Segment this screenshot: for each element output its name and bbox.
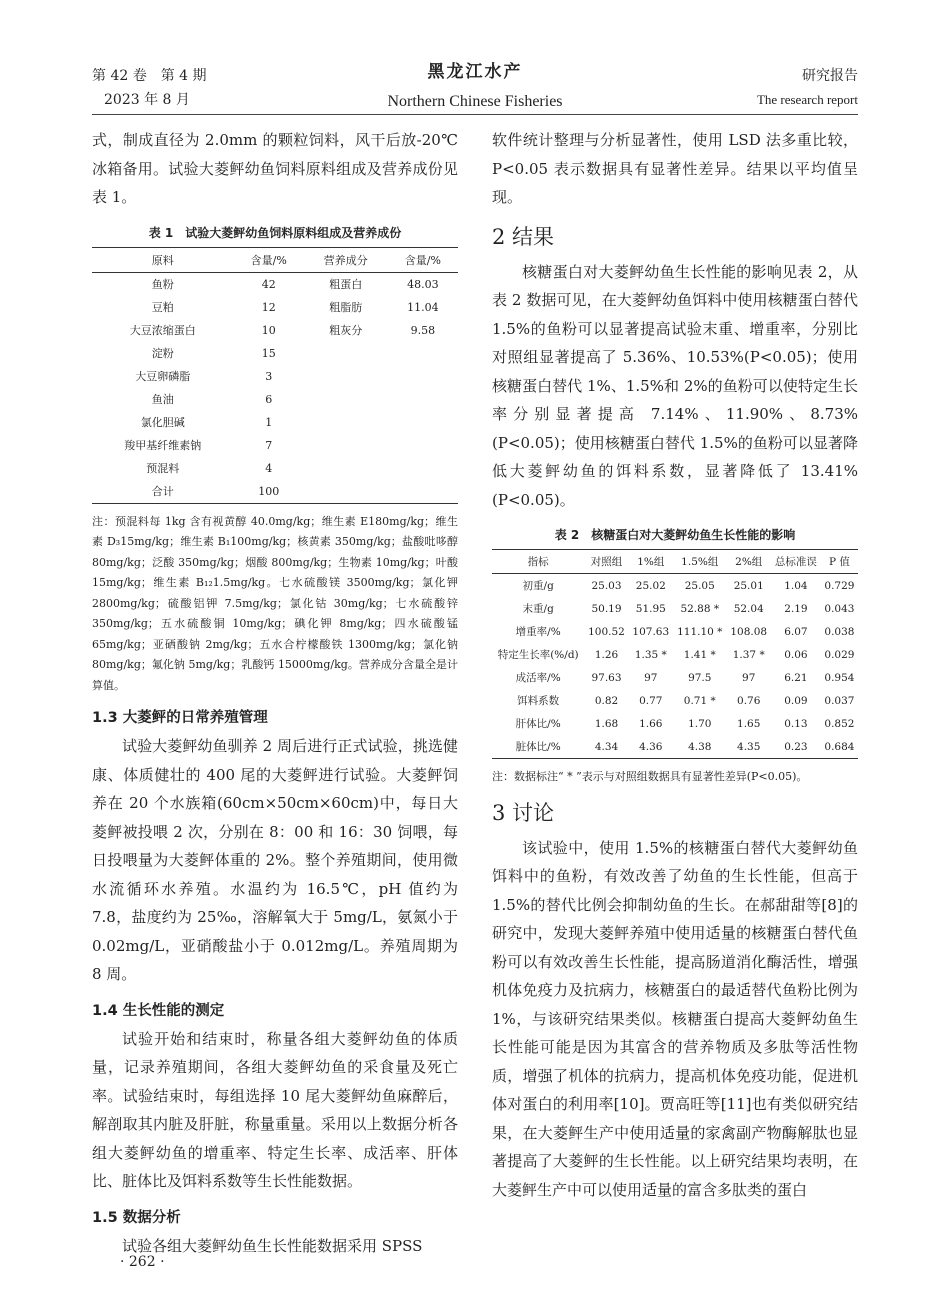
table-cell: 0.23 bbox=[771, 735, 821, 759]
table-cell: 10 bbox=[261, 323, 276, 337]
table-cell: 108.08 bbox=[730, 625, 768, 638]
table2-row bbox=[492, 666, 858, 689]
table2-header: 总标准误 bbox=[771, 550, 821, 574]
analysis-paragraph: 软件统计整理与分析显著性，使用 LSD 法多重比较，P<0.05 表示数据具有显著性差异。结果以平均值呈现。 bbox=[492, 131, 858, 206]
table-cell: 97.5 bbox=[688, 671, 712, 684]
table2 bbox=[492, 549, 858, 759]
table-cell: 肝体比/% bbox=[515, 718, 561, 730]
table-cell: 1.68 bbox=[594, 717, 619, 730]
table-cell: 9.58 bbox=[410, 323, 436, 337]
table-cell: 预混料 bbox=[146, 462, 180, 475]
table-cell: 100 bbox=[234, 480, 304, 504]
table-cell: 4.36 bbox=[629, 735, 673, 759]
table-cell bbox=[304, 388, 388, 411]
table2-header: 指标 bbox=[492, 550, 584, 574]
table2-row bbox=[492, 643, 858, 666]
table1-row bbox=[92, 388, 458, 411]
table-cell: 1.35 * bbox=[634, 648, 667, 661]
section-3-paragraph: 该试验中，使用 1.5%的核糖蛋白替代大菱鲆幼鱼饵料中的鱼粉，有效改善了幼鱼的生长性能，但高于 1.5%的替代比例会抑制幼鱼的生长。在郝甜甜等[8]的研究中，发现大菱鲆养殖中使用适量的核糖蛋白替代鱼粉可以有效改善生长性能，提高肠道消化酶活性，增强机体免疫力及抗病力，核糖蛋白的最适替代鱼粉比例为 1%，与该研究结果类似。核糖蛋白提高大菱鲆幼鱼生长性能可能是因为其富含的营养物质及多肽等活性物质，增强了机体的抗病力，提高机体免疫功能，促进机体对蛋白的利用率[10]。贾高旺等[11]也有类似研究结果，在大菱鲆生产中使用适量的家禽副产物酶解肽也显著提高了大菱鲆的生长性能。以上研究结果均表明，在大菱鲆生产中可以使用适量的富含多肽类的蛋白 bbox=[492, 838, 858, 1199]
table-cell: 0.76 bbox=[737, 694, 761, 707]
table1-row bbox=[92, 457, 458, 480]
table-cell: 100.52 bbox=[588, 625, 625, 638]
table-cell: 羧甲基纤维素钠 bbox=[124, 439, 202, 452]
table-cell: 0.729 bbox=[824, 579, 855, 592]
table-cell: 1.66 bbox=[639, 717, 663, 730]
table1-row bbox=[92, 319, 458, 342]
table-cell: 大豆浓缩蛋白 bbox=[129, 324, 196, 337]
table-cell: 鱼油 bbox=[151, 393, 174, 406]
table1-row bbox=[92, 296, 458, 319]
table-cell bbox=[388, 457, 458, 480]
table-cell: 成活率/% bbox=[515, 672, 561, 684]
table-cell: 合计 bbox=[92, 480, 234, 504]
table-cell bbox=[388, 411, 458, 434]
header-date: 2023 年 8 月 bbox=[104, 92, 190, 108]
table-cell: 0.77 bbox=[639, 694, 663, 707]
table1-header: 营养成分 bbox=[304, 247, 388, 272]
table2-header: 对照组 bbox=[584, 550, 628, 574]
table-cell: 52.88 * bbox=[680, 602, 720, 615]
table-cell bbox=[388, 388, 458, 411]
table1-header: 含量/% bbox=[234, 247, 304, 272]
table2-header: 2%组 bbox=[727, 550, 771, 574]
table-cell bbox=[388, 365, 458, 388]
table-cell bbox=[304, 480, 388, 504]
header-journal bbox=[370, 60, 580, 114]
table-cell: 增重率/% bbox=[515, 626, 561, 638]
table-cell: 0.09 bbox=[784, 694, 808, 707]
table1-header: 含量/% bbox=[388, 247, 458, 272]
table-cell: 48.03 bbox=[407, 277, 439, 291]
table-cell: 1.41 * bbox=[683, 648, 716, 661]
page-number: · 262 · bbox=[120, 1254, 165, 1270]
table-cell: 51.95 bbox=[635, 602, 666, 615]
table2-row bbox=[492, 574, 858, 598]
table2-header: 1.5%组 bbox=[673, 550, 727, 574]
table-cell: 4 bbox=[265, 461, 273, 475]
header-rule bbox=[92, 114, 858, 115]
table-cell: 1.65 bbox=[737, 717, 761, 730]
section-1-5-title: 1.5 数据分析 bbox=[92, 1209, 181, 1226]
table-cell: 鱼粉 bbox=[151, 278, 174, 291]
table-cell: 4.35 bbox=[727, 735, 771, 759]
table-cell: 2.19 bbox=[784, 602, 808, 615]
table-cell: 107.63 bbox=[632, 625, 670, 638]
table-cell: 0.043 bbox=[824, 602, 855, 615]
table2-header: 1%组 bbox=[629, 550, 673, 574]
table-cell: 1.26 bbox=[594, 648, 619, 661]
table-cell bbox=[304, 411, 388, 434]
header-volume: 第 42 卷 第 4 期 bbox=[92, 68, 207, 84]
table-cell: 氯化胆碱 bbox=[140, 416, 185, 429]
table1-note: 注：预混料每 1kg 含有视黄醇 40.0mg/kg；维生素 E180mg/kg；维生素 D₃15mg/kg；维生素 B₁100mg/kg；核黄素 350mg/kg；盐酸吡哆醇 80mg/kg；泛酸 350mg/kg；烟酸 800mg/kg；生物素 10mg/kg；叶酸 15mg/kg；维生素 B₁₂1.5mg/kg。七水硫酸镁 3500mg/kg；氯化钾 2800mg/kg；硫酸铝钾 7.5mg/kg；氯化钴 30mg/kg；七水硫酸锌 350mg/kg；五水硫酸铜 10mg/kg；碘化钾 8mg/kg；四水硫酸锰 65mg/kg；亚硒酸钠 2mg/kg；五水合柠檬酸铁 1300mg/kg；氯化钠 80mg/kg；氟化钠 5mg/kg；乳酸钙 15000mg/kg。营养成分含量全是计算值。 bbox=[92, 514, 458, 692]
table-cell bbox=[388, 342, 458, 365]
table-cell bbox=[304, 365, 388, 388]
table-cell: 脏体比/% bbox=[492, 735, 584, 759]
table-cell: 粗蛋白 bbox=[329, 278, 363, 291]
table-cell: 0.037 bbox=[824, 694, 855, 707]
table2-row bbox=[492, 712, 858, 735]
table-cell: 1.04 bbox=[784, 579, 808, 592]
table1-row bbox=[92, 480, 458, 504]
table-cell: 97.63 bbox=[591, 671, 622, 684]
article-type-en: The research report bbox=[756, 92, 858, 107]
table-cell: 1.70 bbox=[688, 717, 712, 730]
table-cell: 豆粕 bbox=[151, 301, 174, 314]
table-cell: 25.02 bbox=[635, 579, 666, 592]
table1 bbox=[92, 247, 458, 504]
table-cell: 0.954 bbox=[824, 671, 855, 684]
table-cell: 0.029 bbox=[824, 648, 855, 661]
table-cell: 15 bbox=[261, 346, 276, 360]
table1-row bbox=[92, 411, 458, 434]
table-cell: 12 bbox=[261, 300, 276, 314]
table1-header: 原料 bbox=[92, 247, 234, 272]
table2-caption: 表 2 核糖蛋白对大菱鲆幼鱼生长性能的影响 bbox=[554, 528, 796, 542]
table-cell: 粗灰分 bbox=[329, 324, 363, 337]
table-cell: 6.07 bbox=[784, 625, 808, 638]
table-cell: 50.19 bbox=[591, 602, 622, 615]
table-cell: 25.05 bbox=[684, 579, 715, 592]
table-cell: 初重/g bbox=[522, 580, 554, 592]
table-cell: 特定生长率(%/d) bbox=[497, 649, 579, 661]
section-1-3-title: 1.3 大菱鲆的日常养殖管理 bbox=[92, 710, 268, 726]
table-cell bbox=[304, 434, 388, 457]
section-1-3-paragraph: 试验大菱鲆幼鱼驯养 2 周后进行正式试验，挑选健康、体质健壮的 400 尾的大菱鲆进行试验。大菱鲆饲养在 20 个水族箱(60cm×50cm×60cm)中，每日大菱鲆被投喂 2 次，分别在 8：00 和 16：30 饲喂，每日投喂量为大菱鲆体重的 2%。整个养殖期间，使用微水流循环水养殖。水温约为 16.5℃，pH 值约为 7.8，盐度约为 25‰，溶解氧大于 5mg/L，氨氮小于 0.02mg/L，亚硝酸盐小于 0.012mg/L。养殖周期为 8 周。 bbox=[92, 737, 458, 983]
table-cell: 0.852 bbox=[824, 717, 855, 730]
table2-row bbox=[492, 620, 858, 643]
header-article-type bbox=[757, 64, 858, 112]
table-cell: 0.71 * bbox=[683, 694, 716, 707]
section-2-title: 2 结果 bbox=[492, 224, 555, 249]
table-cell: 42 bbox=[261, 277, 276, 291]
table-cell bbox=[304, 457, 388, 480]
table1-row bbox=[92, 342, 458, 365]
table1-caption: 表 1 试验大菱鲆幼鱼饲料原料组成及营养成份 bbox=[148, 225, 402, 240]
article-type-cn: 研究报告 bbox=[802, 68, 858, 84]
table2-note: 注：数据标注“ * ”表示与对照组数据具有显著性差异(P<0.05)。 bbox=[492, 770, 808, 783]
table-cell: 7 bbox=[265, 438, 273, 452]
table-cell: 0.038 bbox=[824, 625, 855, 638]
table-cell: 1.37 * bbox=[732, 648, 765, 661]
table-cell: 饵料系数 bbox=[517, 695, 560, 707]
table-cell: 6.21 bbox=[784, 671, 808, 684]
table-cell bbox=[304, 342, 388, 365]
table-cell bbox=[388, 434, 458, 457]
left-column bbox=[92, 126, 458, 1260]
section-1-4-title: 1.4 生长性能的测定 bbox=[92, 1002, 225, 1019]
table2-header-row bbox=[492, 550, 858, 574]
section-3-title: 3 讨论 bbox=[492, 800, 555, 825]
journal-title-en: Northern Chinese Fisheries bbox=[387, 93, 563, 110]
table-cell: 97 bbox=[742, 671, 756, 684]
intro-paragraph: 式，制成直径为 2.0mm 的颗粒饲料，风干后放-20℃冰箱备用。试验大菱鲆幼鱼饲料原料组成及营养成份见表 1。 bbox=[92, 131, 458, 206]
section-1-5-paragraph: 试验各组大菱鲆幼鱼生长性能数据采用 SPSS bbox=[122, 1236, 423, 1255]
table-cell: 25.01 bbox=[733, 579, 764, 592]
table1-row bbox=[92, 272, 458, 296]
table1-header-row bbox=[92, 247, 458, 272]
table-cell: 粗脂肪 bbox=[329, 301, 363, 314]
table-cell: 3 bbox=[265, 369, 273, 383]
table-cell: 25.03 bbox=[591, 579, 622, 592]
table2-row bbox=[492, 689, 858, 712]
table-cell: 1 bbox=[265, 415, 273, 429]
table-cell: 末重/g bbox=[522, 603, 554, 615]
table-cell: 11.04 bbox=[407, 300, 439, 314]
right-column bbox=[492, 126, 858, 1204]
section-1-4-paragraph: 试验开始和结束时，称量各组大菱鲆幼鱼的体质量，记录养殖期间，各组大菱鲆幼鱼的采食量及死亡率。试验结束时，每组选择 10 尾大菱鲆幼鱼麻醉后，解剖取其内脏及肝脏，称量重量。采用以上数据分析各组大菱鲆幼鱼的增重率、特定生长率、成活率、肝体比、脏体比及饵料系数等生长性能数据。 bbox=[92, 1029, 458, 1190]
table2-row bbox=[492, 735, 858, 759]
table-cell: 0.684 bbox=[821, 735, 858, 759]
table-cell: 0.82 bbox=[594, 694, 619, 707]
table-cell bbox=[388, 480, 458, 504]
table-cell: 4.38 bbox=[673, 735, 727, 759]
table2-header: P 值 bbox=[821, 550, 858, 574]
table1-row bbox=[92, 365, 458, 388]
journal-title-cn: 黑龙江水产 bbox=[427, 62, 523, 82]
table-cell: 淀粉 bbox=[151, 347, 174, 360]
table2-row bbox=[492, 597, 858, 620]
table-cell: 0.06 bbox=[784, 648, 808, 661]
header-issue bbox=[92, 64, 207, 112]
table-cell: 111.10 * bbox=[677, 625, 723, 638]
table-cell: 6 bbox=[265, 392, 273, 406]
table-cell: 97 bbox=[644, 671, 658, 684]
table1-row bbox=[92, 434, 458, 457]
table-cell: 大豆卵磷脂 bbox=[135, 370, 191, 383]
table-cell: 0.13 bbox=[784, 717, 808, 730]
table-cell: 4.34 bbox=[584, 735, 628, 759]
section-2-paragraph: 核糖蛋白对大菱鲆幼鱼生长性能的影响见表 2，从表 2 数据可见，在大菱鲆幼鱼饵料中使用核糖蛋白替代 1.5%的鱼粉可以显著提高试验末重、增重率，分别比对照组显著提高了 5.36%、10.53%(P<0.05)；使用核糖蛋白替代 1%、1.5%和 2%的鱼粉可以使特定生长率分别显著提高 7.14%、11.90%、8.73%(P<0.05)；使用核糖蛋白替代 1.5%的鱼粉可以显著降低大菱鲆幼鱼的饵料系数，显著降低了 13.41%(P<0.05)。 bbox=[492, 262, 858, 509]
table-cell: 52.04 bbox=[733, 602, 764, 615]
